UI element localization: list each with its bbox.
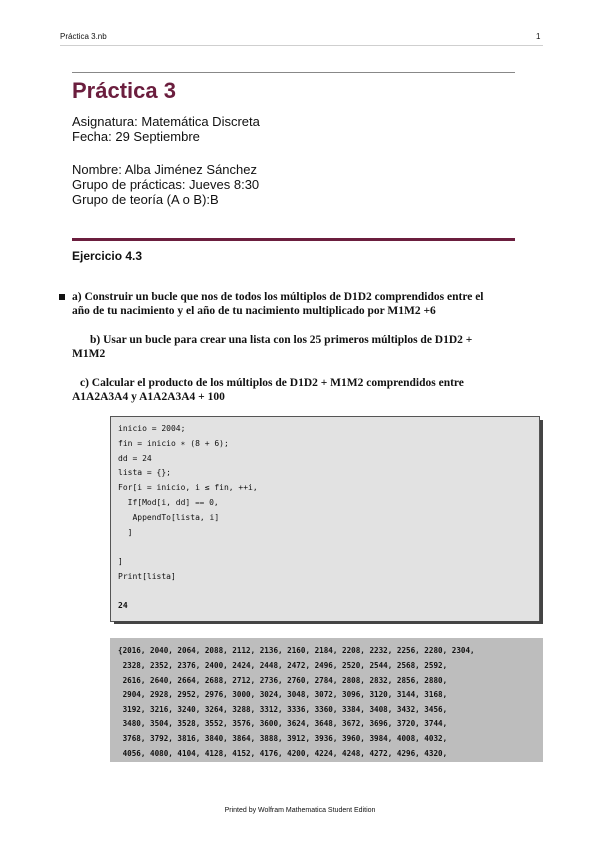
info-subject: Asignatura: Matemática Discreta (72, 114, 260, 129)
output-line: 3480, 3504, 3528, 3552, 3576, 3600, 3624, 3648, 3672, 3696, 3720, 3744, (118, 719, 448, 728)
code-line: lista = {}; (118, 468, 171, 477)
task-c-line2: A1A2A3A4 y A1A2A3A4 + 100 (72, 391, 225, 403)
output-line: 2904, 2928, 2952, 2976, 3000, 3024, 3048, 3072, 3096, 3120, 3144, 3168, (118, 690, 448, 699)
code-line: For[i = inicio, i ≤ fin, ++i, (118, 483, 258, 492)
title-rule (72, 72, 515, 73)
output-line: 3768, 3792, 3816, 3840, 3864, 3888, 3912, 3936, 3960, 3984, 4008, 4032, (118, 734, 448, 743)
output-line: 4056, 4080, 4104, 4128, 4152, 4176, 4200, 4224, 4248, 4272, 4296, 4320, (118, 749, 448, 758)
page-header-filename: Práctica 3.nb (60, 32, 107, 41)
output-line: 3192, 3216, 3240, 3264, 3288, 3312, 3336, 3360, 3384, 3408, 3432, 3456, (118, 705, 448, 714)
output-line: {2016, 2040, 2064, 2088, 2112, 2136, 2160, 2184, 2208, 2232, 2256, 2280, 2304, (118, 646, 475, 655)
code-line: ] (118, 557, 123, 566)
section-title: Ejercicio 4.3 (72, 249, 143, 263)
cell-bracket-bullet[interactable] (59, 294, 65, 300)
code-line: AppendTo[lista, i] (118, 513, 220, 522)
page-title: Práctica 3 (72, 78, 176, 103)
code-output: 24 (118, 601, 128, 610)
code-line: Print[lista] (118, 572, 176, 581)
code-cell-shadow (540, 420, 543, 622)
info-lab-group: Grupo de prácticas: Jueves 8:30 (72, 177, 260, 192)
section-rule (72, 238, 515, 241)
code-line: If[Mod[i, dd] ⩵ 0, (118, 498, 219, 507)
output-cell[interactable] (110, 638, 543, 762)
output-line: 2616, 2640, 2664, 2688, 2712, 2736, 2760, 2784, 2808, 2832, 2856, 2880, (118, 676, 448, 685)
task-b-line1: b) Usar un bucle para crear una lista con los 25 primeros múltiplos de D1D2 + (90, 334, 473, 346)
code-line: dd = 24 (118, 454, 152, 463)
task-c-line1: c) Calcular el producto de los múltiplos de D1D2 + M1M2 comprendidos entre (80, 377, 464, 389)
info-date: Fecha: 29 Septiembre (72, 129, 200, 144)
code-line: inicio = 2004; (118, 424, 186, 433)
task-b-line2: M1M2 (72, 348, 106, 360)
info-name: Nombre: Alba Jiménez Sánchez (72, 162, 257, 177)
output-line: 2328, 2352, 2376, 2400, 2424, 2448, 2472, 2496, 2520, 2544, 2568, 2592, (118, 661, 448, 670)
task-a-line1: a) Construir un bucle que nos de todos los múltiplos de D1D2 comprendidos entre el (72, 291, 484, 303)
task-a-line2: año de tu nacimiento y el año de tu nacimiento multiplicado por M1M2 +6 (72, 305, 436, 317)
code-line: ] (118, 528, 133, 537)
info-theory-group: Grupo de teoría (A o B):B (72, 192, 219, 207)
code-cell-shadow (114, 621, 543, 624)
header-divider (60, 45, 543, 46)
page-number: 1 (536, 32, 541, 41)
page-footer: Printed by Wolfram Mathematica Student Edition (224, 807, 376, 814)
code-line: fin = inicio ∗ (8 + 6); (118, 439, 229, 448)
